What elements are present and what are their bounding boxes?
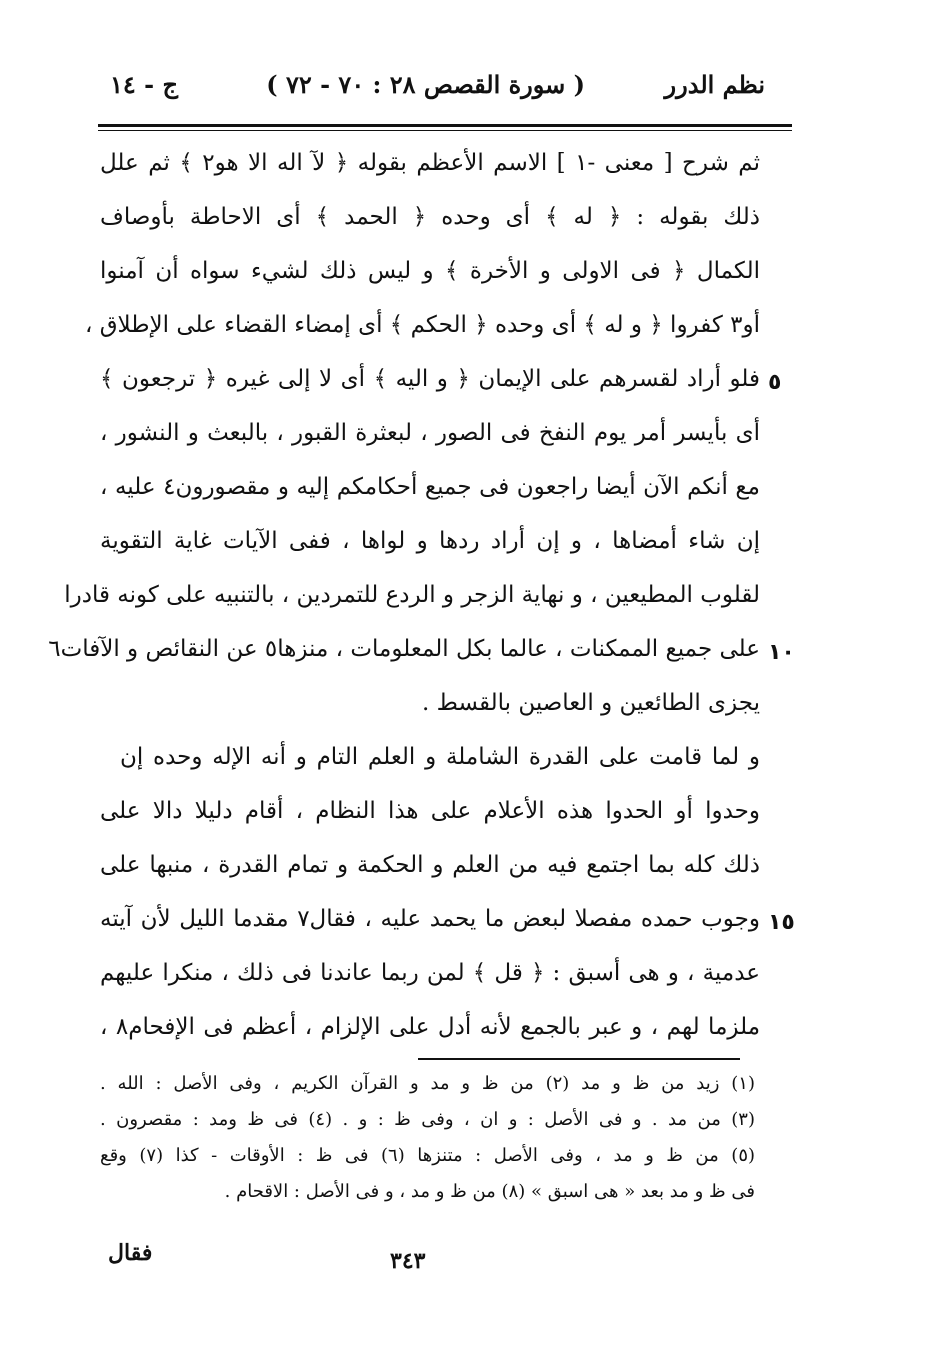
running-header [100, 70, 765, 118]
text-line: ذلك بقوله : ﴿ له ﴾ أى وحده ﴿ الحمد ﴾ أى الاحاطة بأوصاف [100, 204, 760, 230]
text-line: وجوب حمده مفصلا لبعض ما يحمد عليه ، فقال٧ مقدما الليل لأن آيته [100, 906, 760, 932]
text-line: مع أنكم الآن أيضا راجعون فى جميع أحكامكم إليه و مقصورون٤ عليه ، [100, 474, 760, 500]
text-line: لقلوب المطيعين ، و نهاية الزجر و الردع للتمردين ، بالتنبيه على كونه قادرا [64, 582, 760, 608]
text-line: الكمال ﴿ فى الاولى و الأخرة ﴾ و ليس ذلك لشيء سواه أن آمنوا [100, 258, 760, 284]
text-line: و لما قامت على القدرة الشاملة و العلم التام و أنه الإله وحده إن [120, 744, 760, 770]
footnote-rule [418, 1058, 740, 1060]
text-line: ملزما لهم ، و عبر بالجمع لأنه أدل على الإلزام ، أعظم فى الإفحام٨ ، [100, 1014, 761, 1040]
text-line: ثم شرح [ معنى -١ ] الاسم الأعظم بقوله ﴿ لآ اله الا هو٢ ﴾ ثم علل [100, 150, 760, 176]
page-number: ٣٤٣ [390, 1248, 426, 1274]
text-line: عدمية ، و هى أسبق : ﴿ قل ﴾ لمن ربما عاندنا فى ذلك ، منكرا عليهم [100, 960, 760, 986]
catchword: فقال [108, 1240, 153, 1266]
text-line: إن شاء أمضاها ، و إن أراد ردها و لواها ، ففى الآيات غاية التقوية [100, 528, 760, 554]
text-line: وحدوا أو الحدوا هذه الأعلام على هذا النظام ، أقام دليلا دالا على [100, 798, 760, 824]
text-line: يجزى الطائعين و العاصين بالقسط . [421, 690, 760, 716]
text-line: على جميع الممكنات ، عالما بكل المعلومات ، منزها٥ عن النقائص و الآفات٦ [48, 636, 760, 662]
line-number-15: ١٥ [768, 910, 795, 935]
header-rule [98, 124, 792, 127]
volume-number: ج - ١٤ [110, 70, 178, 99]
footnote-line: (٣) من مد . و فى الأصل : و ان ، وفى ظ : و . (٤) فى ظ ومد : مقصرون . [100, 1109, 755, 1130]
book-title: نظم الدرر [664, 70, 765, 99]
line-number-10: ١٠ [768, 640, 795, 665]
surah-reference: ( سورة القصص ٢٨ : ٧٠ - ٧٢ ) [266, 70, 585, 99]
text-line: أى بأيسر أمر يوم النفخ فى الصور ، لبعثرة القبور ، بالبعث و النشور ، [100, 420, 760, 446]
footnote-line: (٥) من ظ و مد ، وفى الأصل : متنزها (٦) فى ظ : الأوقات - كذا (٧) وقع [100, 1145, 756, 1166]
text-line: فلو أراد لقسرهم على الإيمان ﴿ و اليه ﴾ أى لا إلى غيره ﴿ ترجعون ﴾ [100, 366, 760, 392]
footnote-line: فى ظ و مد بعد « هى اسبق » (٨) من ظ و مد ، و فى الأصل : الاقحام . [224, 1181, 755, 1202]
line-number-5: ٥ [768, 370, 782, 395]
footnote-line: (١) زيد من ظ و مد (٢) من ظ و مد و القرآن الكريم ، وفى الأصل : الله . [100, 1073, 755, 1094]
text-line: ذلك كله بما اجتمع فيه من العلم و الحكمة و تمام القدرة ، منبها على [100, 852, 760, 878]
header-rule-thin [98, 130, 792, 131]
text-line: أو٣ كفروا ﴿ و له ﴾ أى وحده ﴿ الحكم ﴾ أى إمضاء القضاء على الإطلاق ، [84, 312, 760, 338]
